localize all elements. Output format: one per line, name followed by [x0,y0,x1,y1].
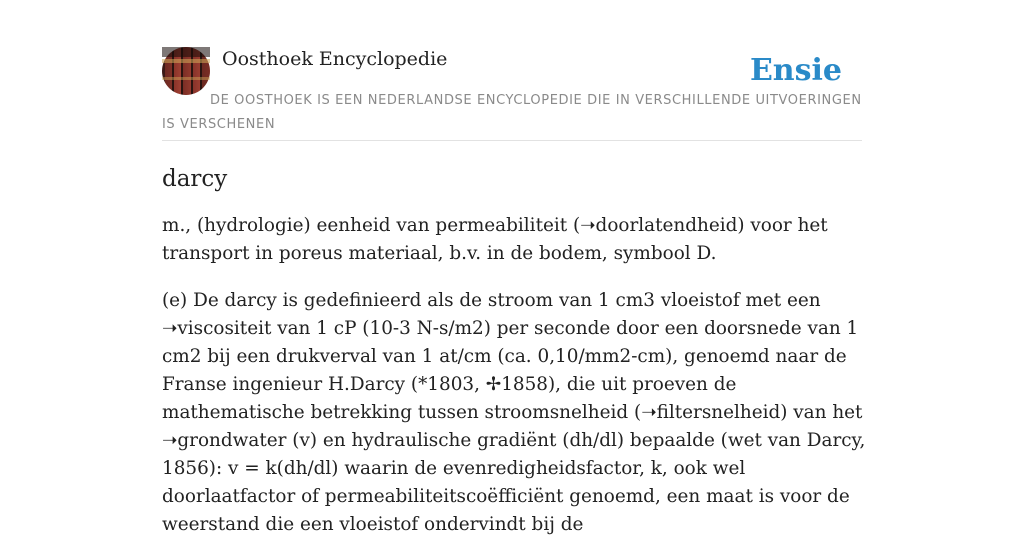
entry-paragraph-explanation: (e) De darcy is gedefinieerd als de stroom van 1 cm3 vloeistof met een ➝viscositeit van 1 cP (10-3 N-s/m2) per seconde door een doorsnede van 1 cm2 bij een drukverval van 1 at/cm (ca. 0,10/mm2-cm), genoemd naar de Franse ingenieur H.Darcy (*1803, ✢1858), die uit proeven de mathematische betrekking tussen stroomsnelheid (➝filtersnelheid) van het ➝grondwater (v) en hydraulische gradiënt (dh/dl) bepaalde (wet van Darcy, 1856): v = k(dh/dl) waarin de evenredigheidsfactor, k, ook wel doorlaatfactor of permeabiliteitscoëfficiënt genoemd, een maat is voor de weerstand die een vloeistof ondervindt bij de [162,290,866,535]
ensie-logo-link[interactable]: Ensie [749,53,842,88]
site-tagline: DE OOSTHOEK IS EEN NEDERLANDSE ENCYCLOPEDIE DIE IN VERSCHILLENDE UITVOERINGEN IS VERSCHENEN [162,93,862,132]
entry-content [162,160,874,539]
site-header [162,47,862,141]
entry-title: darcy [162,166,228,192]
site-avatar[interactable] [162,47,210,95]
site-title[interactable]: Oosthoek Encyclopedie [222,48,448,70]
encyclopedia-books-icon [162,47,210,57]
entry-paragraph-definition: m., (hydrologie) eenheid van permeabiliteit (➝doorlatendheid) voor het transport in poreus materiaal, b.v. in de bodem, symbool D. [162,215,828,264]
